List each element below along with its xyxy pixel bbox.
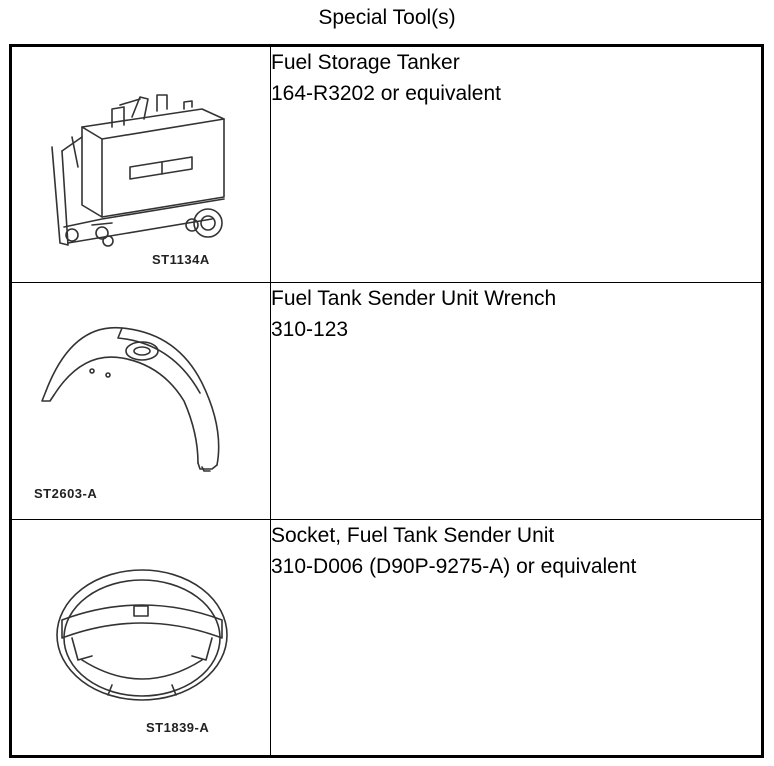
sender-unit-wrench-illustration	[12, 283, 270, 520]
tool-image-cell	[11, 283, 271, 520]
sender-unit-socket-illustration	[12, 520, 270, 760]
tool-description-cell	[271, 46, 763, 283]
tool-number: 310-123	[271, 318, 349, 341]
page-title: Special Tool(s)	[318, 6, 456, 29]
tool-description-cell	[271, 520, 763, 757]
fuel-storage-tanker-illustration	[12, 47, 270, 284]
tool-name: Fuel Tank Sender Unit Wrench	[271, 287, 557, 310]
table-row	[11, 46, 763, 283]
tool-image-tag: ST1134A	[152, 252, 210, 267]
tool-description-cell	[271, 283, 763, 520]
tool-image-cell	[11, 520, 271, 757]
table-row	[11, 283, 763, 520]
tool-image-tag: ST2603-A	[34, 486, 98, 501]
special-tools-table	[9, 44, 764, 758]
tool-number: 164-R3202 or equivalent	[271, 82, 501, 105]
tool-image-tag: ST1839-A	[146, 720, 210, 735]
tool-number: 310-D006 (D90P-9275-A) or equivalent	[271, 555, 637, 578]
tool-image-cell	[11, 46, 271, 283]
tool-name: Socket, Fuel Tank Sender Unit	[271, 524, 555, 547]
table-row	[11, 520, 763, 757]
tool-name: Fuel Storage Tanker	[271, 51, 460, 74]
